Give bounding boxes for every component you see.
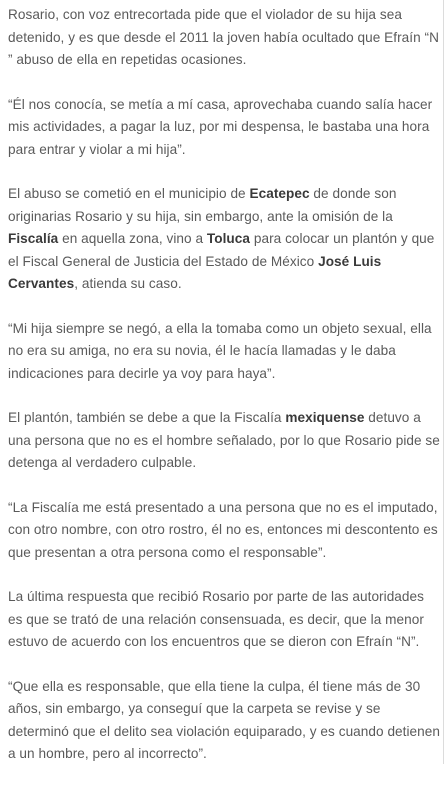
paragraph-3 (8, 183, 440, 296)
paragraph-8-quote: “Que ella es responsable, que ella tiene la culpa, él tiene más de 30 años, sin embargo, ya conseguí que la carpeta se revise y se determinó que el delito sea violación equiparado, y es cuando detienen a un hombre, pero al incorrecto”. (8, 678, 441, 761)
bold-ecatepec: Ecatepec (249, 186, 310, 201)
paragraph-3-text: de donde son originarias Rosario y su hija, sin embargo, ante la omisión de la (8, 186, 397, 224)
paragraph-5-text: detuvo a una persona que no es el hombre señalado, por lo que Rosario pide se detenga al verdadero culpable. (8, 410, 440, 470)
bold-toluca: Toluca (206, 231, 251, 246)
paragraph-3-text: en aquella zona, vino a (58, 231, 207, 246)
paragraph-2-quote: “Él nos conocía, se metía a mí casa, aprovechaba cuando salía hacer mis actividades, a pagar la luz, por mi despensa, le bastaba una hora para entrar y violar a mi hija”. (8, 96, 433, 157)
paragraph-3-text: El abuso se cometió en el municipio de (8, 186, 250, 201)
paragraph-7: La última respuesta que recibió Rosario por parte de las autoridades es que se trató de una relación consensuada, es decir, que la menor estuvo de acuerdo con los encuentros que se dieron con Efraín “N”. (8, 589, 424, 649)
paragraph-6-quote: “La Fiscalía me está presentado a una persona que no es el imputado, con otro nombre, con otro rostro, él no es, entonces mi descontento es que presentan a otra persona como el responsable”. (8, 499, 438, 560)
paragraph-5 (8, 407, 440, 475)
article-body (8, 4, 440, 788)
paragraph-3-text: para colocar un plantón y que el Fiscal General de Justicia del Estado de México (8, 231, 435, 269)
paragraph-3-text: , atienda su caso. (74, 276, 182, 291)
bold-mexiquense: mexiquense (285, 410, 365, 425)
paragraph-1: Rosario, con voz entrecortada pide que el violador de su hija sea detenido, y es que desde el 2011 la joven había ocultado que Efraín “N ” abuso de ella en repetidas ocasiones. (8, 7, 439, 67)
bold-jose-luis-cervantes: José Luis Cervantes (8, 253, 382, 291)
paragraph-4-quote: “Mi hija siempre se negó, a ella la tomaba como un objeto sexual, ella no era su amiga, no era su novia, él le hacía llamadas y le daba indicaciones para decirle ya voy para haya”. (8, 320, 432, 381)
bold-fiscalia: Fiscalía (8, 231, 59, 246)
paragraph-5-text: El plantón, también se debe a que la Fiscalía (8, 410, 286, 425)
